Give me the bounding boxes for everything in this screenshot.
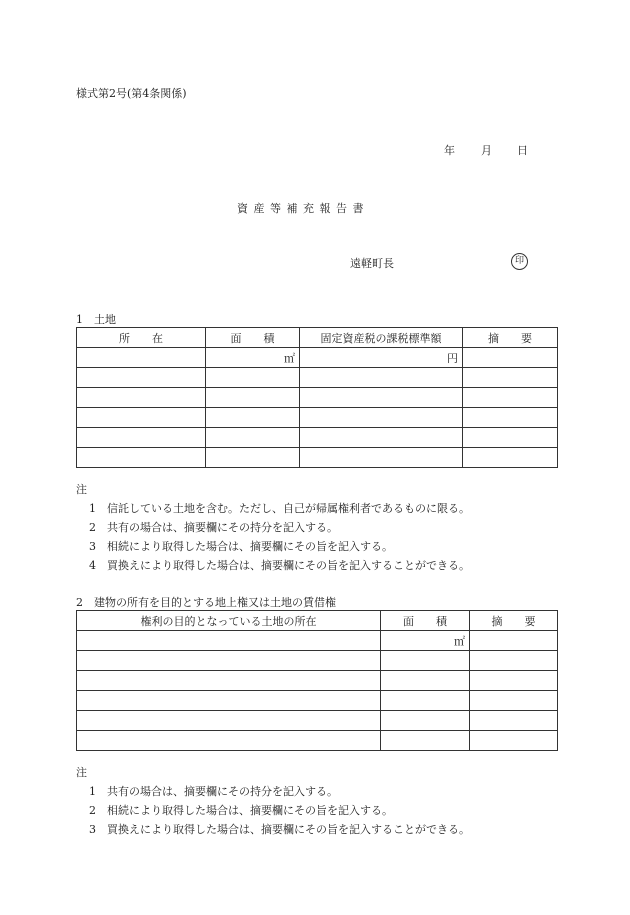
area-cell[interactable] <box>206 388 300 408</box>
area-cell[interactable] <box>381 711 470 731</box>
table-row <box>77 388 558 408</box>
note-number: 1 <box>89 785 96 798</box>
remarks-cell[interactable] <box>470 671 558 691</box>
note-number: 2 <box>89 804 96 817</box>
land-location-cell[interactable] <box>77 671 381 691</box>
area-cell[interactable] <box>206 448 300 468</box>
remarks-cell[interactable] <box>470 691 558 711</box>
table-row <box>77 691 558 711</box>
note-item <box>89 821 470 837</box>
note-text: 共有の場合は、摘要欄にその持分を記入する。 <box>107 521 338 534</box>
tax-base-cell[interactable] <box>300 428 463 448</box>
remarks-cell[interactable] <box>470 711 558 731</box>
tax-base-cell[interactable] <box>300 368 463 388</box>
land-location-cell[interactable] <box>77 651 381 671</box>
area-cell[interactable] <box>206 428 300 448</box>
addressee: 遠軽町長 <box>350 257 394 270</box>
section1-heading: 1 土地 <box>76 313 116 326</box>
remarks-cell[interactable] <box>463 428 558 448</box>
land-location-cell[interactable] <box>77 711 381 731</box>
header-area: 面 積 <box>206 328 300 348</box>
note-text: 相続により取得した場合は、摘要欄にその旨を記入する。 <box>107 540 393 553</box>
note-item <box>89 557 470 573</box>
location-cell[interactable] <box>77 388 206 408</box>
table-row <box>77 731 558 751</box>
note-text: 買換えにより取得した場合は、摘要欄にその旨を記入することができる。 <box>107 559 470 572</box>
note-text: 信託している土地を含む。ただし、自己が帰属権利者であるものに限る。 <box>107 502 470 515</box>
unit-area: ㎡ <box>454 634 465 648</box>
note-text: 相続により取得した場合は、摘要欄にその旨を記入する。 <box>107 804 393 817</box>
unit-yen: 円 <box>447 351 458 365</box>
header-land-location: 権利の目的となっている土地の所在 <box>77 611 381 631</box>
date-day: 日 <box>517 144 528 157</box>
note-number: 3 <box>89 540 96 553</box>
note-item <box>89 500 470 516</box>
page-title: 資 産 等 補 充 報 告 書 <box>237 202 364 215</box>
date-month: 月 <box>481 144 492 157</box>
land-location-cell[interactable] <box>77 731 381 751</box>
section1-note-label: 注 <box>76 483 87 496</box>
area-cell[interactable] <box>381 691 470 711</box>
tax-base-cell[interactable] <box>300 348 463 368</box>
section2-heading: 2 建物の所有を目的とする地上権又は土地の賃借権 <box>76 596 336 609</box>
location-cell[interactable] <box>77 348 206 368</box>
unit-area: ㎡ <box>284 351 295 365</box>
area-cell[interactable] <box>381 651 470 671</box>
area-cell[interactable] <box>381 631 470 651</box>
header-remarks: 摘 要 <box>470 611 558 631</box>
land-location-cell[interactable] <box>77 691 381 711</box>
table-row <box>77 711 558 731</box>
form-label: 様式第2号(第4条関係) <box>76 87 187 100</box>
location-cell[interactable] <box>77 368 206 388</box>
table-row <box>77 428 558 448</box>
seal-mark: 印 <box>511 253 528 270</box>
note-item <box>89 538 393 554</box>
table-row <box>77 631 558 651</box>
header-remarks: 摘 要 <box>463 328 558 348</box>
area-cell[interactable] <box>381 671 470 691</box>
land-table-header <box>77 328 558 348</box>
header-location: 所 在 <box>77 328 206 348</box>
note-number: 2 <box>89 521 96 534</box>
note-number: 3 <box>89 823 96 836</box>
location-cell[interactable] <box>77 448 206 468</box>
table-row <box>77 671 558 691</box>
header-tax-base: 固定資産税の課税標準額 <box>300 328 463 348</box>
note-number: 4 <box>89 559 96 572</box>
note-text: 共有の場合は、摘要欄にその持分を記入する。 <box>107 785 338 798</box>
date-year: 年 <box>444 144 455 157</box>
note-number: 1 <box>89 502 96 515</box>
location-cell[interactable] <box>77 408 206 428</box>
remarks-cell[interactable] <box>463 448 558 468</box>
area-cell[interactable] <box>206 408 300 428</box>
note-item <box>89 783 338 799</box>
remarks-cell[interactable] <box>470 651 558 671</box>
location-cell[interactable] <box>77 428 206 448</box>
note-item <box>89 519 338 535</box>
land-table <box>76 327 558 468</box>
area-cell[interactable] <box>381 731 470 751</box>
remarks-cell[interactable] <box>463 348 558 368</box>
tax-base-cell[interactable] <box>300 388 463 408</box>
remarks-cell[interactable] <box>463 408 558 428</box>
table-row <box>77 348 558 368</box>
table-row <box>77 651 558 671</box>
remarks-cell[interactable] <box>463 388 558 408</box>
land-location-cell[interactable] <box>77 631 381 651</box>
table-row <box>77 408 558 428</box>
table-row <box>77 368 558 388</box>
area-cell[interactable] <box>206 368 300 388</box>
remarks-cell[interactable] <box>463 368 558 388</box>
leasehold-table <box>76 610 558 751</box>
note-item <box>89 802 393 818</box>
remarks-cell[interactable] <box>470 631 558 651</box>
section2-note-label: 注 <box>76 766 87 779</box>
table-row <box>77 448 558 468</box>
note-text: 買換えにより取得した場合は、摘要欄にその旨を記入することができる。 <box>107 823 470 836</box>
remarks-cell[interactable] <box>470 731 558 751</box>
tax-base-cell[interactable] <box>300 408 463 428</box>
tax-base-cell[interactable] <box>300 448 463 468</box>
leasehold-table-header <box>77 611 558 631</box>
area-cell[interactable] <box>206 348 300 368</box>
header-area: 面 積 <box>381 611 470 631</box>
